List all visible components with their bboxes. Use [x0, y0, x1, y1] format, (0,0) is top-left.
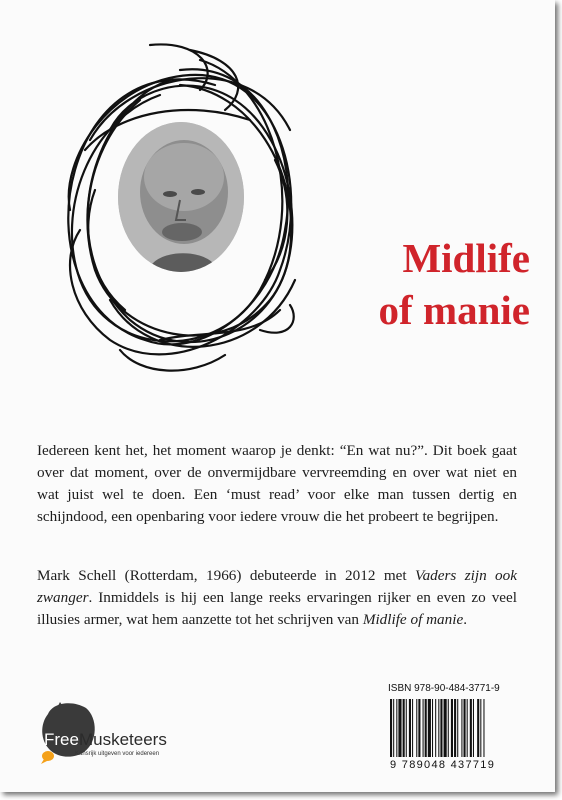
book-title-line2: of manie — [378, 287, 530, 333]
publisher-name — [44, 730, 167, 750]
author-bio-paragraph — [37, 565, 517, 631]
publisher-name-free: Free — [44, 730, 79, 749]
isbn-label: ISBN 978-90-484-3771-9 — [388, 683, 500, 694]
author-bio-text: Mark Schell (Rotterdam, 1966) debuteerde in 2012 met — [37, 567, 415, 584]
author-bio-text: . Inmiddels is hij een lange reeks ervaringen rijker en even zo veel illusies armer, wat hem aanzette tot het schrijven van — [37, 589, 517, 628]
book-title — [320, 232, 530, 336]
book-title-line1: Midlife — [402, 235, 530, 281]
author-bio-title-italic: Midlife of manie — [362, 611, 464, 628]
publisher-name-musketeers: Musketeers — [78, 730, 167, 749]
isbn-barcode — [388, 683, 528, 775]
publisher-tagline: Kansrijk uitgeven voor iedereen — [75, 751, 160, 757]
barcode-bars-icon — [388, 699, 528, 759]
author-photo — [118, 122, 244, 272]
author-photo-icon — [118, 122, 244, 272]
author-bio-title-italic: Vaders zijn ook zwanger — [37, 567, 517, 606]
publisher-logo — [38, 700, 188, 770]
ean-digits: 9 789048 437719 — [390, 759, 496, 771]
blurb-paragraph: Iedereen kent het, het moment waarop je denkt: “En wat nu?”. Dit boek gaat over dat moment, over de onvermijdbare vervreemding en over wat niet en wat juist wel te doen. Een ‘must read’ voor elke man tussen dertig en schijndood, een openbaring voor iedere vrouw die het probeert te begrijpen. — [37, 442, 517, 525]
author-bio-text: . — [463, 611, 467, 628]
